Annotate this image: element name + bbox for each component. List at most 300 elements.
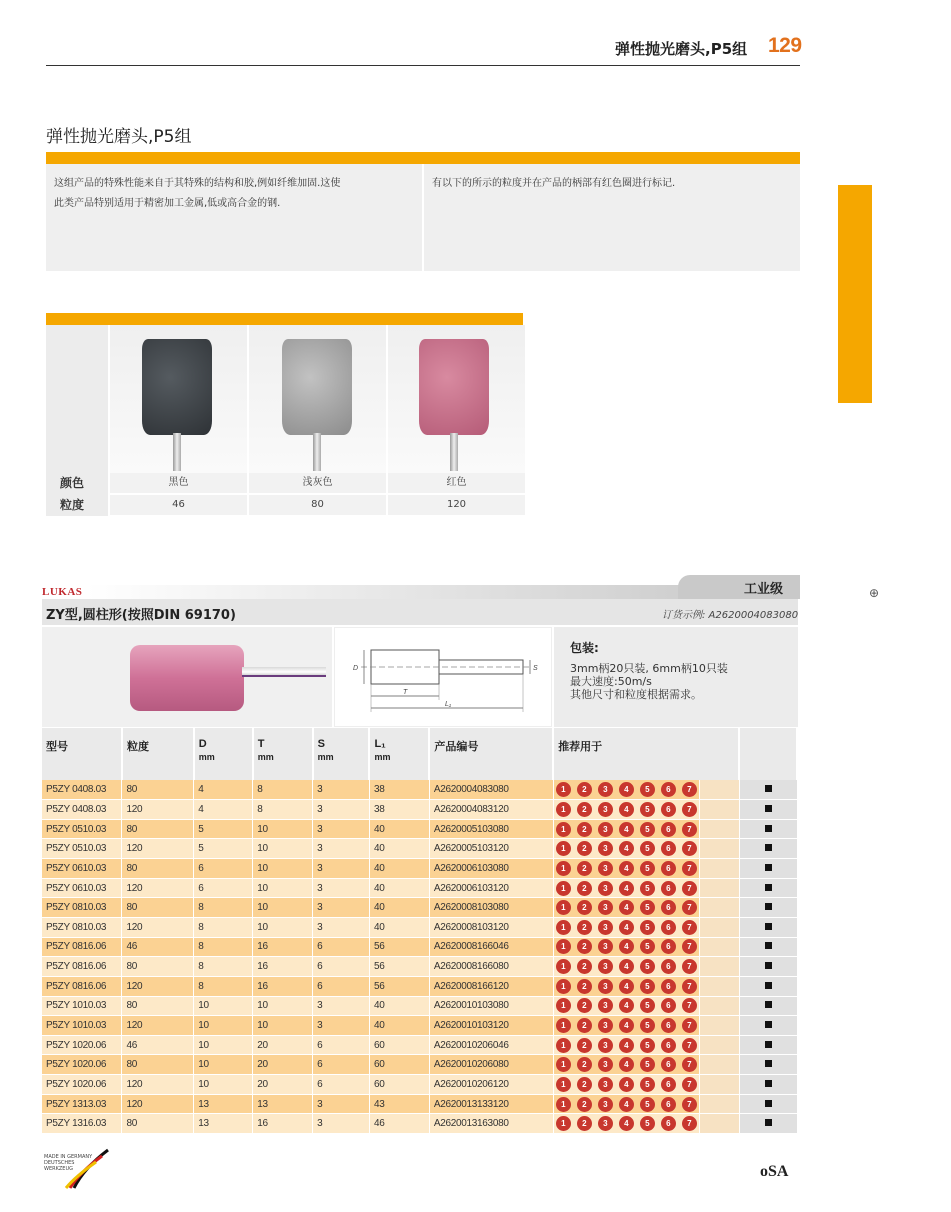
stock-mark-cell [739, 780, 797, 800]
table-cell: 80 [122, 996, 194, 1016]
application-number-icon: 7 [682, 881, 697, 896]
application-number-icon: 5 [640, 1097, 655, 1112]
application-number-icon: 4 [619, 920, 634, 935]
application-number-icon: 4 [619, 841, 634, 856]
stock-mark-cell [739, 839, 797, 859]
section-thumb-tab [838, 185, 872, 403]
recommended-uses [553, 898, 699, 918]
table-cell: 8 [194, 976, 253, 996]
table-cell: 40 [369, 917, 429, 937]
recommended-uses [553, 957, 699, 977]
filled-square-icon [765, 962, 772, 969]
application-number-icon: 5 [640, 1038, 655, 1053]
application-number-icon: 7 [682, 1097, 697, 1112]
filled-square-icon [765, 982, 772, 989]
table-cell: 120 [122, 917, 194, 937]
table-cell: 40 [369, 839, 429, 859]
grit-cell: 120 [388, 495, 525, 515]
spacer-cell [699, 898, 739, 918]
table-cell: A2620004083120 [429, 800, 553, 820]
application-number-icon: 1 [556, 861, 571, 876]
application-number-icon: 5 [640, 782, 655, 797]
application-number-icon: 3 [598, 782, 613, 797]
product-illustration-row [42, 627, 798, 727]
filled-square-icon [765, 1001, 772, 1008]
grit-cell: 80 [249, 495, 386, 515]
table-cell: 6 [313, 1035, 370, 1055]
table-cell: 120 [122, 1016, 194, 1036]
table-cell: 16 [253, 937, 313, 957]
spacer-cell [699, 1114, 739, 1134]
recommended-uses [553, 976, 699, 996]
application-number-icon: 4 [619, 900, 634, 915]
application-number-icon: 4 [619, 1057, 634, 1072]
table-cell: 10 [253, 878, 313, 898]
table-cell: 6 [313, 1075, 370, 1095]
stock-mark-cell [739, 1075, 797, 1095]
section-orange-bar [46, 152, 800, 164]
recommended-uses [553, 780, 699, 800]
stock-mark-cell [739, 996, 797, 1016]
table-cell: 8 [253, 800, 313, 820]
grit-panel-bar [46, 313, 523, 325]
grit-row [46, 495, 523, 515]
color-cell: 红色 [388, 473, 525, 493]
table-cell: 16 [253, 976, 313, 996]
table-row [42, 1114, 797, 1134]
table-cell: P5ZY 0810.03 [42, 917, 122, 937]
table-cell: 3 [313, 1016, 370, 1036]
application-number-icon: 3 [598, 841, 613, 856]
table-cell: 10 [253, 898, 313, 918]
stock-mark-cell [739, 957, 797, 977]
application-number-icon: 3 [598, 979, 613, 994]
application-number-icon: 4 [619, 998, 634, 1013]
table-cell: A2620010206046 [429, 1035, 553, 1055]
application-number-icon: 6 [661, 920, 676, 935]
table-cell: A2620005103120 [429, 839, 553, 859]
application-number-icon: 5 [640, 841, 655, 856]
application-number-icon: 1 [556, 822, 571, 837]
stock-mark-cell [739, 1094, 797, 1114]
table-cell: 46 [122, 1035, 194, 1055]
application-number-icon: 4 [619, 1038, 634, 1053]
filled-square-icon [765, 785, 772, 792]
spacer-cell [699, 878, 739, 898]
application-number-icon: 3 [598, 959, 613, 974]
table-cell: 46 [369, 1114, 429, 1134]
application-number-icon: 2 [577, 1018, 592, 1033]
application-number-icon: 3 [598, 998, 613, 1013]
col-header-S: S mm [313, 728, 370, 780]
table-row [42, 859, 797, 879]
recommended-uses [553, 800, 699, 820]
application-number-icon: 4 [619, 1116, 634, 1131]
table-row [42, 839, 797, 859]
spacer-cell [699, 1094, 739, 1114]
application-number-icon: 3 [598, 1038, 613, 1053]
filled-square-icon [765, 1119, 772, 1126]
color-cell: 黑色 [110, 473, 247, 493]
table-cell: P5ZY 0816.06 [42, 937, 122, 957]
application-number-icon: 1 [556, 900, 571, 915]
application-number-icon: 3 [598, 1116, 613, 1131]
osa-certification-mark: oSA [760, 1163, 789, 1180]
packaging-heading: 包装: [570, 641, 599, 655]
table-cell: 38 [369, 780, 429, 800]
table-cell: 10 [253, 839, 313, 859]
dim-S-label: S [533, 665, 538, 672]
color-row [46, 473, 523, 493]
application-number-icon: 2 [577, 861, 592, 876]
table-cell: 8 [253, 780, 313, 800]
application-number-icon: 7 [682, 1038, 697, 1053]
color-row-label: 颜色 [60, 476, 85, 490]
filled-square-icon [765, 942, 772, 949]
lightgray-stone-image [282, 339, 352, 435]
application-number-icon: 1 [556, 1116, 571, 1131]
application-number-icon: 5 [640, 998, 655, 1013]
spacer-cell [699, 917, 739, 937]
black-stone-image [142, 339, 212, 435]
table-cell: 8 [194, 898, 253, 918]
table-cell: A2620013133120 [429, 1094, 553, 1114]
table-cell: 6 [194, 859, 253, 879]
stock-mark-cell [739, 898, 797, 918]
recommended-uses [553, 937, 699, 957]
filled-square-icon [765, 805, 772, 812]
col-header-T: T mm [253, 728, 313, 780]
recommended-uses [553, 819, 699, 839]
application-number-icon: 1 [556, 959, 571, 974]
table-cell: 80 [122, 1055, 194, 1075]
table-cell: 60 [369, 1055, 429, 1075]
application-number-icon: 1 [556, 881, 571, 896]
application-number-icon: 5 [640, 939, 655, 954]
table-cell: P5ZY 0510.03 [42, 819, 122, 839]
application-number-icon: 2 [577, 881, 592, 896]
application-number-icon: 2 [577, 841, 592, 856]
table-cell: 120 [122, 1075, 194, 1095]
stock-mark-cell [739, 1035, 797, 1055]
page-number: 129 [768, 34, 802, 57]
lukas-logo: LUKAS [42, 578, 86, 600]
application-number-icon: 4 [619, 861, 634, 876]
table-cell: 13 [253, 1094, 313, 1114]
table-cell: P5ZY 0816.06 [42, 976, 122, 996]
shank-image [313, 433, 321, 471]
table-cell: 3 [313, 1114, 370, 1134]
application-number-icon: 4 [619, 822, 634, 837]
application-number-icon: 6 [661, 998, 676, 1013]
table-cell: 6 [313, 937, 370, 957]
table-cell: P5ZY 1316.03 [42, 1114, 122, 1134]
application-number-icon: 6 [661, 939, 676, 954]
table-cell: 56 [369, 957, 429, 977]
table-cell: P5ZY 0816.06 [42, 957, 122, 977]
application-number-icon: 6 [661, 1038, 676, 1053]
application-number-icon: 4 [619, 979, 634, 994]
table-cell: A2620008103120 [429, 917, 553, 937]
application-number-icon: 5 [640, 979, 655, 994]
order-example: 订货示例: A2620004083080 [662, 610, 799, 621]
application-number-icon: 4 [619, 1097, 634, 1112]
running-header-title: 弹性抛光磨头,P5组 [615, 40, 748, 58]
application-number-icon: 3 [598, 900, 613, 915]
recommended-uses [553, 1094, 699, 1114]
recommended-uses [553, 1114, 699, 1134]
grit-image-black [110, 325, 247, 473]
application-number-icon: 6 [661, 802, 676, 817]
application-number-icon: 4 [619, 939, 634, 954]
packaging-line: 其他尺寸和粒度根据需求。 [570, 688, 702, 701]
application-number-icon: 7 [682, 998, 697, 1013]
application-number-icon: 6 [661, 841, 676, 856]
table-row [42, 1016, 797, 1036]
spacer-cell [699, 1055, 739, 1075]
table-cell: 4 [194, 800, 253, 820]
table-cell: 20 [253, 1075, 313, 1095]
grit-row-label: 粒度 [60, 498, 85, 512]
table-cell: 10 [253, 1016, 313, 1036]
dimension-drawing [334, 627, 552, 727]
col-header-model: 型号 [42, 728, 122, 780]
grit-cell: 46 [110, 495, 247, 515]
application-number-icon: 1 [556, 998, 571, 1013]
table-cell: 5 [194, 819, 253, 839]
table-cell: A2620010103080 [429, 996, 553, 1016]
application-number-icon: 6 [661, 900, 676, 915]
stock-mark-cell [739, 878, 797, 898]
table-cell: P5ZY 1010.03 [42, 1016, 122, 1036]
recommended-uses [553, 878, 699, 898]
table-cell: 60 [369, 1035, 429, 1055]
table-cell: 120 [122, 976, 194, 996]
spacer-cell [699, 1035, 739, 1055]
filled-square-icon [765, 1021, 772, 1028]
application-number-icon: 7 [682, 1018, 697, 1033]
application-number-icon: 4 [619, 1077, 634, 1092]
col-header-grit: 粒度 [122, 728, 194, 780]
application-number-icon: 5 [640, 1077, 655, 1092]
application-number-icon: 6 [661, 861, 676, 876]
application-number-icon: 7 [682, 920, 697, 935]
table-cell: A2620008166046 [429, 937, 553, 957]
table-cell: 46 [122, 937, 194, 957]
table-cell: A2620008103080 [429, 898, 553, 918]
application-number-icon: 5 [640, 881, 655, 896]
application-number-icon: 2 [577, 1116, 592, 1131]
table-cell: 8 [194, 917, 253, 937]
table-cell: 10 [253, 859, 313, 879]
application-number-icon: 4 [619, 1018, 634, 1033]
table-cell: 80 [122, 957, 194, 977]
table-row [42, 819, 797, 839]
table-row [42, 996, 797, 1016]
table-cell: 13 [194, 1094, 253, 1114]
application-number-icon: 6 [661, 1077, 676, 1092]
packaging-line: 3mm柄20只装, 6mm柄10只装 [570, 662, 728, 675]
application-number-icon: 7 [682, 959, 697, 974]
packaging-info [554, 627, 798, 727]
spacer-cell [699, 839, 739, 859]
stock-mark-cell [739, 1055, 797, 1075]
table-cell: 4 [194, 780, 253, 800]
filled-square-icon [765, 864, 772, 871]
table-cell: 3 [313, 819, 370, 839]
application-number-icon: 6 [661, 782, 676, 797]
application-number-icon: 2 [577, 1057, 592, 1072]
application-number-icon: 3 [598, 1018, 613, 1033]
recommended-uses [553, 996, 699, 1016]
table-cell: A2620010103120 [429, 1016, 553, 1036]
table-cell: 40 [369, 996, 429, 1016]
spacer-cell [699, 957, 739, 977]
application-number-icon: 5 [640, 900, 655, 915]
recommended-uses [553, 839, 699, 859]
dim-T-label: T [403, 689, 408, 696]
table-cell: 3 [313, 800, 370, 820]
stock-mark-cell [739, 976, 797, 996]
table-cell: 120 [122, 800, 194, 820]
table-cell: 5 [194, 839, 253, 859]
table-row [42, 780, 797, 800]
application-number-icon: 7 [682, 841, 697, 856]
filled-square-icon [765, 903, 772, 910]
german-flag-swoosh-icon [44, 1148, 110, 1190]
stock-mark-cell [739, 1114, 797, 1134]
col-header-product-no: 产品编号 [429, 728, 553, 780]
intro-right-text: 有以下的所示的粒度并在产品的柄部有红色圈进行标记. [422, 164, 800, 271]
application-number-icon: 7 [682, 822, 697, 837]
registration-mark-icon: ⊕ [869, 586, 880, 600]
table-cell: 56 [369, 937, 429, 957]
table-cell: 16 [253, 957, 313, 977]
table-cell: 6 [313, 1055, 370, 1075]
spacer-cell [699, 937, 739, 957]
filled-square-icon [765, 1080, 772, 1087]
product-photo [42, 627, 332, 727]
application-number-icon: 6 [661, 1057, 676, 1072]
product-table [42, 728, 798, 1134]
application-number-icon: 1 [556, 939, 571, 954]
application-number-icon: 1 [556, 1038, 571, 1053]
table-cell: 10 [194, 1055, 253, 1075]
filled-square-icon [765, 884, 772, 891]
table-cell: 10 [253, 917, 313, 937]
table-cell: P5ZY 0810.03 [42, 898, 122, 918]
table-cell: P5ZY 0408.03 [42, 780, 122, 800]
table-cell: A2620008166120 [429, 976, 553, 996]
table-cell: 40 [369, 898, 429, 918]
application-number-icon: 2 [577, 959, 592, 974]
intro-left-text: 这组产品的特殊性能来自于其特殊的结构和胶,例如纤维加固.这使 此类产品特别适用于精密加工金属,低或高合金的钢. [54, 178, 341, 209]
shank-image [173, 433, 181, 471]
spacer-cell [699, 1016, 739, 1036]
table-cell: 40 [369, 1016, 429, 1036]
application-number-icon: 3 [598, 822, 613, 837]
application-number-icon: 5 [640, 1057, 655, 1072]
spacer-cell [699, 996, 739, 1016]
application-number-icon: 6 [661, 1116, 676, 1131]
application-number-icon: 7 [682, 900, 697, 915]
recommended-uses [553, 917, 699, 937]
table-cell: 10 [194, 1035, 253, 1055]
filled-square-icon [765, 1041, 772, 1048]
application-number-icon: 3 [598, 881, 613, 896]
grit-image-red [388, 325, 525, 473]
grit-panel [46, 325, 523, 516]
application-number-icon: 3 [598, 1057, 613, 1072]
table-cell: 80 [122, 819, 194, 839]
application-number-icon: 1 [556, 1097, 571, 1112]
table-row [42, 1055, 797, 1075]
table-cell: 40 [369, 878, 429, 898]
filled-square-icon [765, 1100, 772, 1107]
application-number-icon: 7 [682, 782, 697, 797]
table-cell: A2620005103080 [429, 819, 553, 839]
table-cell: 80 [122, 898, 194, 918]
table-row [42, 957, 797, 977]
application-number-icon: 2 [577, 1097, 592, 1112]
application-number-icon: 2 [577, 998, 592, 1013]
spacer-cell [699, 800, 739, 820]
filled-square-icon [765, 844, 772, 851]
application-number-icon: 4 [619, 802, 634, 817]
application-number-icon: 6 [661, 822, 676, 837]
table-cell: 3 [313, 1094, 370, 1114]
application-number-icon: 2 [577, 920, 592, 935]
application-number-icon: 2 [577, 900, 592, 915]
table-cell: 56 [369, 976, 429, 996]
table-row [42, 800, 797, 820]
table-cell: A2620004083080 [429, 780, 553, 800]
recommended-uses [553, 1055, 699, 1075]
table-row [42, 937, 797, 957]
dim-D-label: D [353, 665, 359, 672]
col-header-mark [739, 728, 797, 780]
application-number-icon: 5 [640, 1116, 655, 1131]
table-cell: 20 [253, 1035, 313, 1055]
table-cell: 6 [313, 957, 370, 977]
table-cell: 3 [313, 917, 370, 937]
table-cell: A2620006103120 [429, 878, 553, 898]
table-cell: 3 [313, 996, 370, 1016]
application-number-icon: 6 [661, 1097, 676, 1112]
application-number-icon: 4 [619, 881, 634, 896]
header-rule [46, 65, 800, 66]
stock-mark-cell [739, 800, 797, 820]
recommended-uses [553, 859, 699, 879]
stock-mark-cell [739, 917, 797, 937]
application-number-icon: 7 [682, 939, 697, 954]
application-number-icon: 4 [619, 959, 634, 974]
mounted-point-photo [42, 627, 332, 727]
table-cell: 10 [253, 819, 313, 839]
table-row [42, 878, 797, 898]
application-number-icon: 7 [682, 861, 697, 876]
table-cell: 38 [369, 800, 429, 820]
table-cell: A2620010206120 [429, 1075, 553, 1095]
packaging-line: 最大速度:50m/s [570, 675, 652, 688]
application-number-icon: 5 [640, 959, 655, 974]
application-number-icon: 2 [577, 782, 592, 797]
application-number-icon: 5 [640, 802, 655, 817]
application-number-icon: 7 [682, 1077, 697, 1092]
table-cell: P5ZY 0510.03 [42, 839, 122, 859]
table-cell: 16 [253, 1114, 313, 1134]
application-number-icon: 2 [577, 1038, 592, 1053]
